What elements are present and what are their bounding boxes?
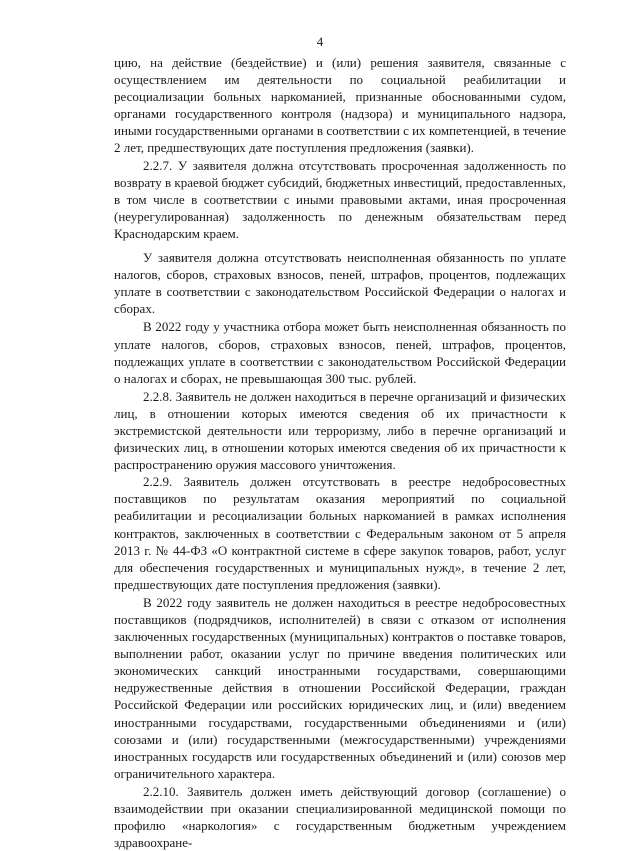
paragraph-2-2-9: 2.2.9. Заявитель должен отсутствовать в реестре недобросовестных поставщиков по результатам оказания мероприятий по социальной реабилитации и ресоциализации больных наркоманией в рамках исполнения контрактов, заключенных в соответствии с Федеральным законом от 5 апреля 2013 г. № 44-ФЗ «О контрактной системе в сфере закупок товаров, работ, услуг для обеспечения государственных и муниципальных нужд», в течение 2 лет, предшествующих дате поступления предложения (заявки). bbox=[114, 474, 566, 592]
paragraph-continuation: цию, на действие (бездействие) и (или) решения заявителя, связанные с осуществлением им деятельности по социальной реабилитации и ресоциализации больных наркоманией, признанные обоснованными судом, органами государственного контроля (надзора) и муниципального надзора, иными государственными органами в соответствии с их компетенцией, в течение 2 лет, предшествующих дате поступления предложения (заявки). bbox=[114, 55, 566, 156]
paragraph-2022-sanctions: В 2022 году заявитель не должен находиться в реестре недобросовестных поставщиков (подрядчиков, исполнителей) в связи с отказом от исполнения заключенных государственных (муниципальных) контрактов о поставке товаров, выполнении работ, оказании услуг по причине введения политических или экономических санкций иностранными государствами, совершающими недружественные действия в отношении Российской Федерации, граждан Российской Федерации или российских юридических лиц, и (или) введением иностранными государствами, государственными объединениями и (или) союзами и (или) государственными (межгосударственными) учреждениями иностранных государств или государственных объединений и (или) союзов мер ограничительного характера. bbox=[114, 594, 566, 781]
paragraph-2022-tax-exception: В 2022 году у участника отбора может быть неисполненная обязанность по уплате налогов, сборов, страховых взносов, пеней, штрафов, процентов, подлежащих уплате в соответствии с законодательством Российской Федерации о налогах и сборах, не превышающая 300 тыс. рублей. bbox=[114, 319, 566, 386]
paragraph-tax-obligation: У заявителя должна отсутствовать неисполненная обязанность по уплате налогов, сборов, страховых взносов, пеней, штрафов, процентов, подлежащих уплате в соответствии с законодательством Российской Федерации о налогах и сборах. bbox=[114, 250, 566, 317]
paragraph-2-2-8: 2.2.8. Заявитель не должен находиться в перечне организаций и физических лиц, в отношении которых имеются сведения об их причастности к экстремистской деятельности или терроризму, либо в перечне организаций и физических лиц, в отношении которых имеются сведения об их причастности к распространению оружия массового уничтожения. bbox=[114, 388, 566, 473]
page-number: 4 bbox=[316, 34, 324, 49]
document-body bbox=[114, 54, 566, 851]
paragraph-2-2-7: 2.2.7. У заявителя должна отсутствовать просроченная задолженность по возврату в краевой бюджет субсидий, бюджетных инвестиций, предоставленных, в том числе в соответствии с иными правовыми актами, иная просроченная (неурегулированная) задолженность по денежным обязательствам перед Краснодарским краем. bbox=[114, 157, 566, 241]
paragraph-2-2-10: 2.2.10. Заявитель должен иметь действующий договор (соглашение) о взаимодействии при оказании специализированной медицинской помощи по профилю «наркология» с государственным бюджетным учреждением здравоохране- bbox=[114, 783, 566, 851]
